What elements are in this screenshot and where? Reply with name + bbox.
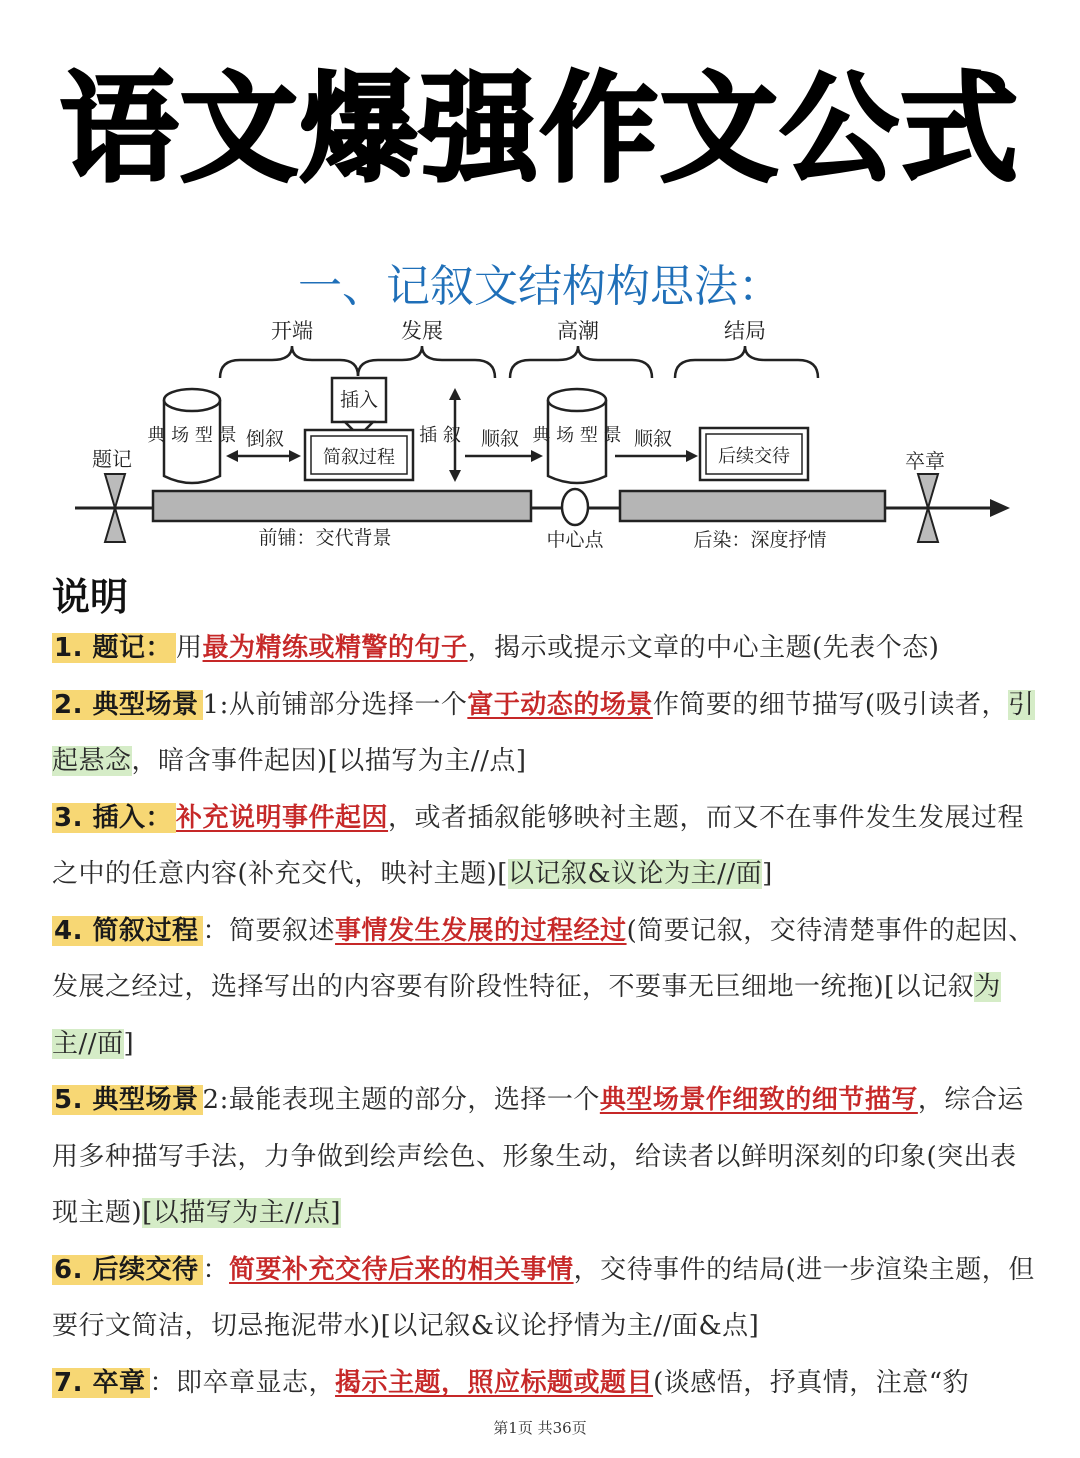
item-highlight: 引起悬念 [52, 689, 1035, 776]
item-text: ：简要叙述 [202, 915, 336, 946]
item-highlight: 以记叙&议论为主//面 [507, 859, 763, 889]
list-item [52, 903, 1037, 1073]
item-text: 1:从前铺部分选择一个 [202, 689, 468, 720]
item-emphasis: 简要补充交待后来的相关事情 [229, 1254, 574, 1285]
item-key: 3. 插入： [52, 803, 176, 833]
explanation-list [52, 620, 1037, 1411]
item-text: ，揭示或提示文章的中心主题(先表个态) [467, 633, 940, 663]
page-footer: 第1页 共36页 [493, 1419, 587, 1437]
stage-label-gaochao: 高潮 [557, 319, 599, 343]
stage-label-kaiduan: 开端 [271, 319, 313, 343]
item-text: (谈感悟，抒真情，注意“豹 [653, 1367, 969, 1398]
item-emphasis: 富于动态的场景 [467, 689, 653, 720]
item-text: 2:最能表现主题的部分，选择一个 [202, 1085, 600, 1115]
list-item [52, 1355, 1037, 1412]
follow-up-label: 后续交待 [718, 446, 790, 467]
item-emphasis: 最为精练或精警的句子 [202, 633, 468, 663]
section-title: 一、记叙文结构构思法： [298, 261, 782, 312]
item-emphasis: 补充说明事件起因 [176, 802, 389, 833]
stage-label-jieju: 结局 [724, 319, 766, 343]
item-emphasis: 揭示主题，照应标题或题目 [335, 1367, 654, 1398]
item-highlight: [以描写为主//点] [142, 1198, 341, 1228]
houran-label: 后染：深度抒情 [693, 529, 827, 551]
item-text: ，暗含事件起因)[以描写为主//点] [131, 746, 527, 776]
item-text: 作简要的细节描写(吸引读者， [652, 689, 1009, 720]
typical-scene-1-label: 典 场 型 景 [147, 425, 237, 446]
item-text: ，综合运用多种描写手法，力争做到绘声绘色、形象生动，给读者以鲜明深刻的印象(突出表现主题) [52, 1085, 1024, 1228]
item-key: 6. 后续交待 [52, 1255, 203, 1285]
item-text: ] [123, 1028, 135, 1059]
tiji-label: 题记 [92, 447, 132, 471]
item-highlight: 为主//面 [52, 972, 1001, 1059]
item-key: 7. 卒章 [52, 1368, 150, 1398]
explain-heading: 说明 [52, 575, 129, 619]
shunxu-1-label: 顺叙 [480, 428, 520, 450]
typical-scene-2-label: 典 场 型 景 [532, 425, 622, 446]
list-item [52, 1242, 1037, 1355]
item-text: ： [202, 1254, 230, 1285]
shunxu-2-label: 顺叙 [633, 428, 673, 450]
center-point-label: 中心点 [546, 529, 604, 551]
item-key: 5. 典型场景 [52, 1085, 203, 1115]
item-text: 用 [176, 633, 203, 663]
stage-label-fazhan: 发展 [401, 319, 443, 343]
qianpu-label: 前铺：交代背景 [258, 527, 392, 549]
item-emphasis: 事情发生发展的过程经过 [335, 915, 627, 946]
item-text: ，交待事件的结局(进一步渲染主题，但要行文简洁，切忌拖泥带水)[以记叙&议论抒情为主//面&点] [52, 1254, 1035, 1341]
daoxu-label: 倒叙 [245, 428, 285, 450]
item-text: ：即卒章显志， [149, 1367, 336, 1398]
structure-diagram [40, 308, 1040, 568]
stage-braces [220, 346, 818, 378]
brief-process-label: 简叙过程 [323, 447, 395, 468]
insert-label: 插入 [339, 389, 379, 411]
item-key: 1. 题记： [52, 633, 176, 663]
list-item [52, 677, 1037, 790]
zuzhang-label: 卒章 [905, 449, 945, 473]
item-text: ，或者插叙能够映衬主题，而又不在事件发生发展过程之中的任意内容(补充交代，映衬主题)[ [52, 802, 1025, 889]
item-text: (简要记叙，交待清楚事件的起因、发展之经过，选择写出的内容要有阶段性特征，不要事无巨细地一统拖)[以记叙 [52, 915, 1035, 1002]
item-emphasis: 典型场景作细致的细节描写 [599, 1085, 918, 1115]
list-item [52, 790, 1037, 903]
center-point-marker [562, 489, 588, 525]
chaxu-label: 插 叙 [419, 425, 461, 446]
item-key: 4. 简叙过程 [52, 916, 203, 946]
item-key: 2. 典型场景 [52, 690, 203, 720]
list-item [52, 1072, 1037, 1242]
list-item [52, 620, 1037, 677]
item-text: ] [762, 859, 773, 889]
page-title: 语文爆强作文公式 [59, 60, 1020, 198]
